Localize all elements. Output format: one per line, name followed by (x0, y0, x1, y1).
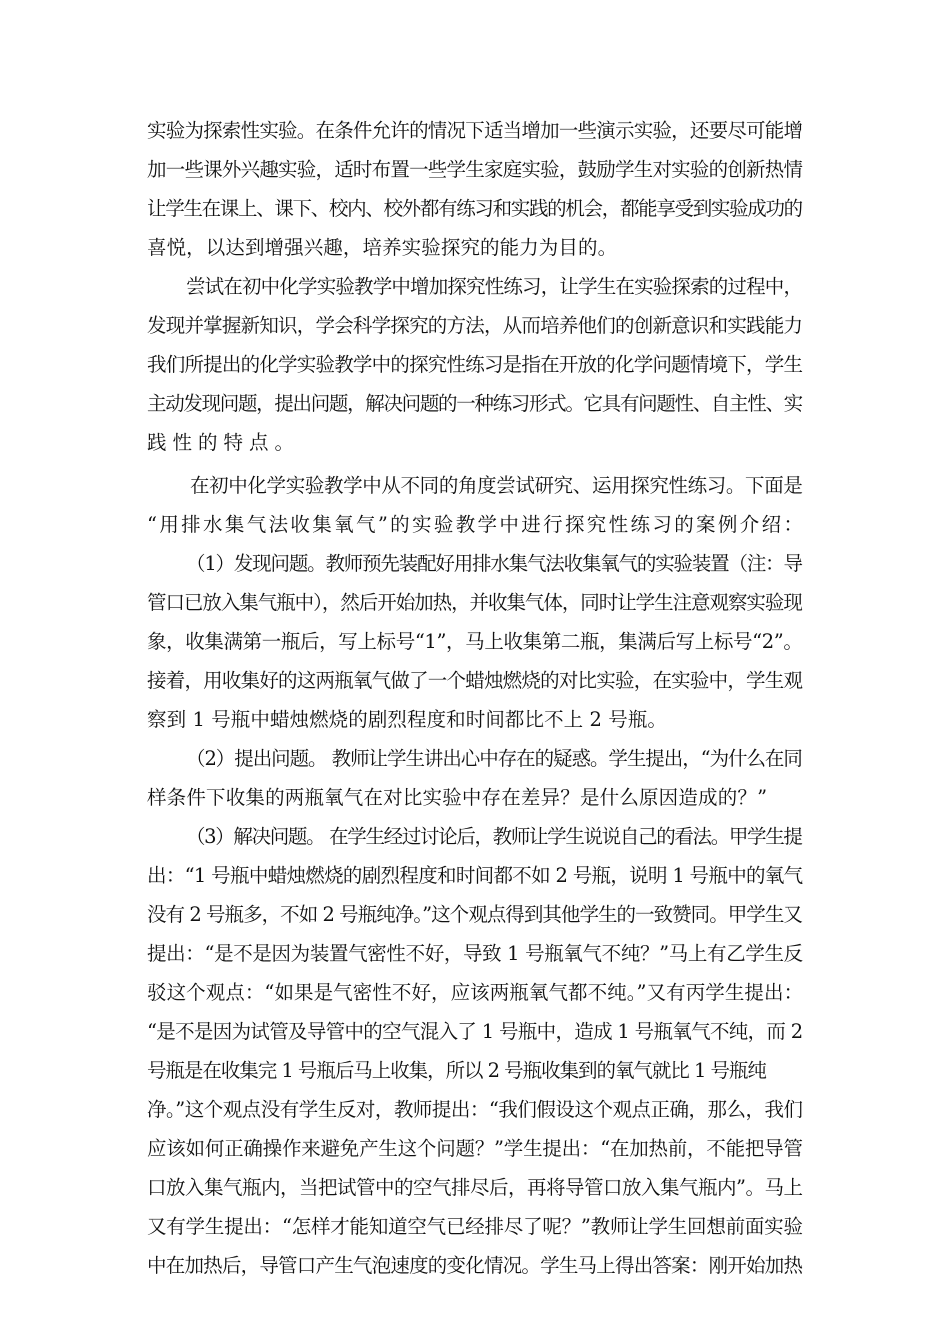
text-line: 实验为探索性实验。在条件允许的情况下适当增加一些演示实验，还要尽可能增 (147, 119, 803, 142)
text-line: 提出：“是不是因为装置气密性不好，导致 1 号瓶氧气不纯？”马上有乙学生反 (147, 942, 803, 965)
text-line: 净。”这个观点没有学生反对，教师提出：“我们假设这个观点正确，那么，我们 (147, 1098, 803, 1121)
text-line: “是不是因为试管及导管中的空气混入了 1 号瓶中，造成 1 号瓶氧气不纯，而 2 (147, 1020, 803, 1043)
text-line: （1）发现问题。教师预先装配好用排水集气法收集氧气的实验装置（注：导 (186, 552, 802, 575)
text-line: 主动发现问题，提出问题，解决问题的一种练习形式。它具有问题性、自主性、实 (147, 392, 802, 415)
text-line: 没有 2 号瓶多，不如 2 号瓶纯净。”这个观点得到其他学生的一致赞同。甲学生又 (147, 903, 802, 926)
text-line: 样条件下收集的两瓶氧气在对比实验中存在差异？是什么原因造成的？” (147, 786, 768, 809)
text-line: 管口已放入集气瓶中），然后开始加热，并收集气体，同时让学生注意观察实验现 (147, 591, 802, 614)
text-line: “用排水集气法收集氧气”的实验教学中进行探究性练习的案例介绍： (147, 513, 806, 536)
text-line: 我们所提出的化学实验教学中的探究性练习是指在开放的化学问题情境下，学生 (147, 353, 803, 376)
text-line: 喜悦，以达到增强兴趣，培养实验探究的能力为目的。 (147, 236, 618, 259)
text-line: 接着，用收集好的这两瓶氧气做了一个蜡烛燃烧的对比实验，在实验中，学生观 (147, 669, 803, 692)
text-line: 中在加热后，导管口产生气泡速度的变化情况。学生马上得出答案：刚开始加热 (147, 1254, 803, 1277)
text-line: 加一些课外兴趣实验，适时布置一些学生家庭实验，鼓励学生对实验的创新热情 (147, 158, 803, 181)
text-line: （3）解决问题。 在学生经过讨论后，教师让学生说说自己的看法。甲学生提 (186, 825, 802, 848)
text-line: 践性的特点。 (147, 431, 301, 454)
text-line: 在初中化学实验教学中从不同的角度尝试研究、运用探究性练习。下面是 (190, 474, 803, 497)
text-line: 出：“1 号瓶中蜡烛燃烧的剧烈程度和时间都不如 2 号瓶，说明 1 号瓶中的氧气 (147, 864, 803, 887)
text-line: 又有学生提出：“怎样才能知道空气已经排尽了呢？”教师让学生回想前面实验 (147, 1215, 803, 1238)
text-line: 驳这个观点：“如果是气密性不好，应该两瓶氧气都不纯。”又有丙学生提出： (147, 981, 804, 1004)
text-line: 发现并掌握新知识，学会科学探究的方法，从而培养他们的创新意识和实践能力 (147, 314, 803, 337)
text-line: 象，收集满第一瓶后，写上标号“1”，马上收集第二瓶，集满后写上标号“2”。 (147, 630, 803, 653)
text-line: 号瓶是在收集完 1 号瓶后马上收集，所以 2 号瓶收集到的氧气就比 1 号瓶纯 (147, 1059, 766, 1082)
text-line: （2）提出问题。 教师让学生讲出心中存在的疑惑。学生提出，“为什么在同 (186, 747, 802, 770)
text-line: 让学生在课上、课下、校内、校外都有练习和实践的机会，都能享受到实验成功的 (147, 197, 802, 220)
text-line: 尝试在初中化学实验教学中增加探究性练习，让学生在实验探索的过程中， (186, 275, 803, 298)
text-line: 应该如何正确操作来避免产生这个问题？”学生提出：“在加热前，不能把导管 (147, 1137, 803, 1160)
text-line: 察到 1 号瓶中蜡烛燃烧的剧烈程度和时间都比不上 2 号瓶。 (147, 708, 668, 731)
text-line: 口放入集气瓶内，当把试管中的空气排尽后，再将导管口放入集气瓶内”。马上 (147, 1176, 803, 1199)
